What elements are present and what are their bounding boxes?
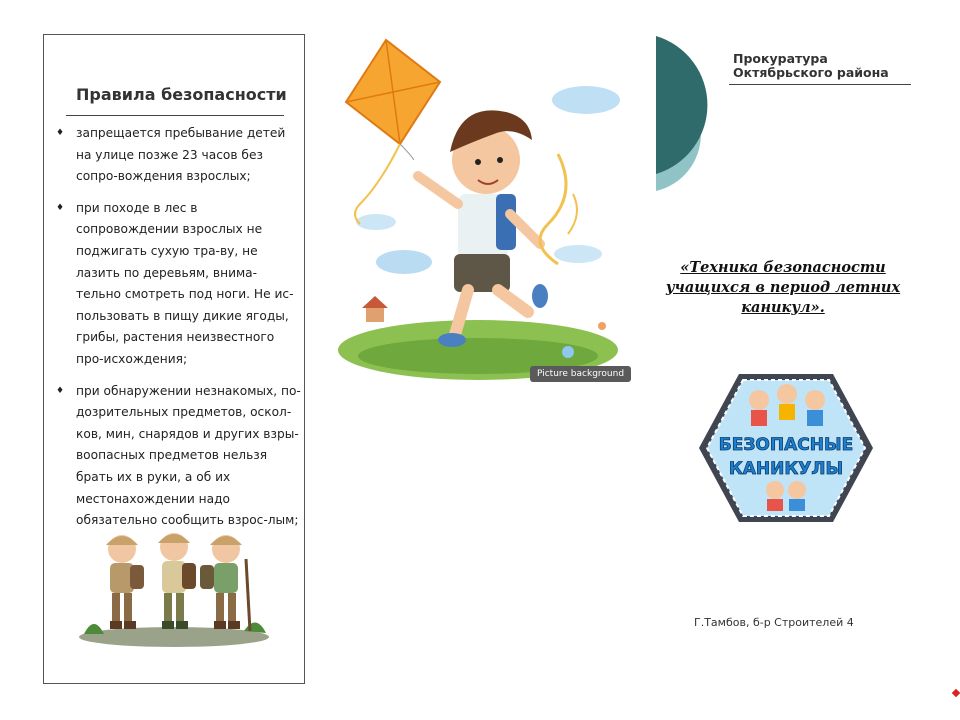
badge-text-line-1: БЕЗОПАСНЫЕ [718,435,854,455]
rule-item [56,198,301,371]
organization-line-2: Октябрьского района [733,65,889,80]
organization-name [733,52,889,80]
safe-holidays-badge [697,370,875,526]
rules-title: Правила безопасности [76,85,287,104]
rule-item [56,381,301,532]
brochure-subject: «Техника безопасности учащихся в период летних каникул». [665,259,901,316]
red-corner-marker [952,689,960,697]
organization-line-1: Прокуратура [733,51,828,66]
hiking-kids-illustration [74,519,274,649]
rules-list [56,123,301,542]
address-text: Г.Тамбов, б-р Строителей 4 [694,616,854,629]
org-divider [729,84,911,85]
decorative-circles [656,36,726,196]
diamond-bullet-icon: ♦ [56,202,65,213]
kid-with-kite-image[interactable] [318,34,644,390]
rule-text: запрещается пребывание детей на улице позже 23 часов без сопро-вождения взрослых; [76,126,286,184]
rule-text: при обнаружении незнакомых, по-дозрительных предметов, оскол-ков, мин, снарядов и других взры-воопасных предметов нельзя брать их в руки, а об их местонахождении надо обязательно сообщить взрос-лым; [76,383,301,528]
rules-panel [43,34,305,684]
picture-background-tooltip[interactable]: Picture background [530,366,631,382]
diamond-bullet-icon: ♦ [56,128,65,138]
diamond-bullet-icon: ♦ [56,385,65,396]
rule-item [56,123,301,188]
badge-text-line-2: КАНИКУЛЫ [728,459,844,479]
title-divider [66,115,284,116]
rule-text: при походе в лес в сопровождении взрослых не поджигать сухую тра-ву, не лазить по деревьям, внима-тельно смотреть под ноги. Не ис-пользовать в пищу дикие ягоды, грибы, растения неизвестного про-исхождения; [76,200,294,366]
